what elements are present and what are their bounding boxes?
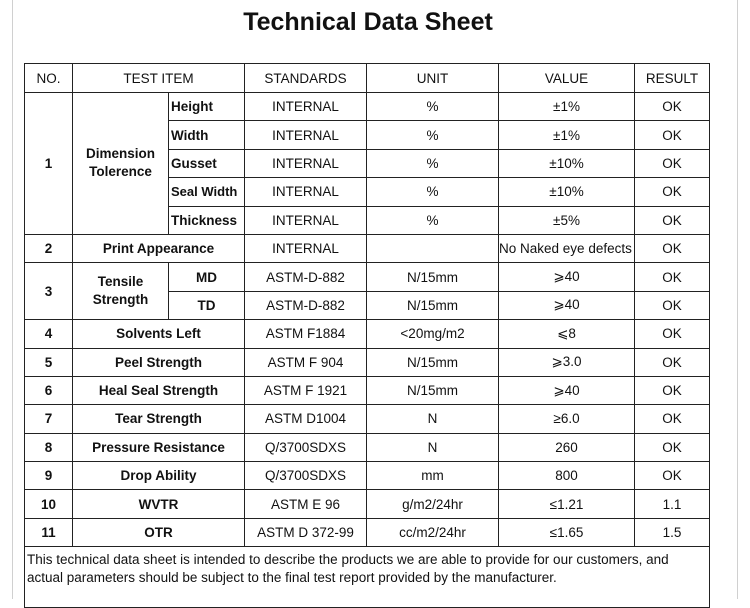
header-result: RESULT <box>635 64 710 93</box>
value-cell: ⩾40 <box>499 291 635 319</box>
row-number: 4 <box>25 320 73 348</box>
unit-cell: % <box>367 149 499 177</box>
row-number: 8 <box>25 433 73 461</box>
row-number: 5 <box>25 348 73 376</box>
result-cell: OK <box>635 149 710 177</box>
standard-cell: ASTM D1004 <box>245 405 367 433</box>
sub-item: Width <box>169 121 245 149</box>
footnote-row <box>25 547 710 608</box>
value-cell: 260 <box>499 433 635 461</box>
sub-item: Height <box>169 93 245 121</box>
value-cell: ±10% <box>499 178 635 206</box>
unit-cell: N/15mm <box>367 291 499 319</box>
standard-cell: ASTM-D-882 <box>245 291 367 319</box>
result-cell: OK <box>635 462 710 490</box>
result-cell: OK <box>635 291 710 319</box>
technical-data-table <box>24 63 710 608</box>
unit-cell: % <box>367 178 499 206</box>
result-cell: OK <box>635 376 710 404</box>
sub-item: Thickness <box>169 206 245 234</box>
standard-cell: INTERNAL <box>245 234 367 262</box>
value-cell: ⩽8 <box>499 320 635 348</box>
unit-cell: % <box>367 206 499 234</box>
result-cell: OK <box>635 93 710 121</box>
unit-cell <box>367 234 499 262</box>
test-item: Solvents Left <box>73 320 245 348</box>
header-test-item: TEST ITEM <box>73 64 245 93</box>
test-item: Print Appearance <box>73 234 245 262</box>
test-item-dimension: Dimension Tolerence <box>73 93 169 235</box>
test-item: Tear Strength <box>73 405 245 433</box>
row-number: 3 <box>25 263 73 320</box>
standard-cell: ASTM-D-882 <box>245 263 367 291</box>
table-row <box>25 518 710 546</box>
test-item-tensile: Tensile Strength <box>73 263 169 320</box>
header-unit: UNIT <box>367 64 499 93</box>
table-row <box>25 93 710 121</box>
table-row <box>25 320 710 348</box>
table-row <box>25 490 710 518</box>
table-row <box>25 348 710 376</box>
sub-item: MD <box>169 263 245 291</box>
standard-cell: INTERNAL <box>245 149 367 177</box>
table-row <box>25 405 710 433</box>
row-number: 11 <box>25 518 73 546</box>
standard-cell: Q/3700SDXS <box>245 433 367 461</box>
unit-cell: g/m2/24hr <box>367 490 499 518</box>
value-cell: ⩾40 <box>499 376 635 404</box>
value-cell: 800 <box>499 462 635 490</box>
footnote: This technical data sheet is intended to describe the products we are able to provide for our customers, and actual parameters should be subject to the final test report provided by the manufacturer. <box>25 547 710 608</box>
unit-cell: % <box>367 121 499 149</box>
test-item: OTR <box>73 518 245 546</box>
row-number: 2 <box>25 234 73 262</box>
value-cell: ±5% <box>499 206 635 234</box>
table-header-row <box>25 64 710 93</box>
test-item: Heal Seal Strength <box>73 376 245 404</box>
value-cell: ≤1.65 <box>499 518 635 546</box>
header-no: NO. <box>25 64 73 93</box>
test-item: WVTR <box>73 490 245 518</box>
standard-cell: Q/3700SDXS <box>245 462 367 490</box>
standard-cell: INTERNAL <box>245 178 367 206</box>
result-cell: 1.5 <box>635 518 710 546</box>
result-cell: 1.1 <box>635 490 710 518</box>
test-item: Pressure Resistance <box>73 433 245 461</box>
value-cell: ±10% <box>499 149 635 177</box>
standard-cell: INTERNAL <box>245 93 367 121</box>
unit-cell: <20mg/m2 <box>367 320 499 348</box>
row-number: 1 <box>25 93 73 235</box>
unit-cell: N/15mm <box>367 263 499 291</box>
test-item: Peel Strength <box>73 348 245 376</box>
sub-item: Seal Width <box>169 178 245 206</box>
table-row <box>25 376 710 404</box>
table-row <box>25 263 710 291</box>
standard-cell: INTERNAL <box>245 121 367 149</box>
table-row <box>25 462 710 490</box>
row-number: 6 <box>25 376 73 404</box>
result-cell: OK <box>635 206 710 234</box>
test-item: Drop Ability <box>73 462 245 490</box>
sub-item: TD <box>169 291 245 319</box>
table-row <box>25 433 710 461</box>
result-cell: OK <box>635 405 710 433</box>
unit-cell: % <box>367 93 499 121</box>
unit-cell: N/15mm <box>367 376 499 404</box>
standard-cell: ASTM F1884 <box>245 320 367 348</box>
standard-cell: ASTM D 372-99 <box>245 518 367 546</box>
result-cell: OK <box>635 121 710 149</box>
header-value: VALUE <box>499 64 635 93</box>
standard-cell: INTERNAL <box>245 206 367 234</box>
standard-cell: ASTM F 1921 <box>245 376 367 404</box>
value-cell: ±1% <box>499 93 635 121</box>
unit-cell: mm <box>367 462 499 490</box>
result-cell: OK <box>635 433 710 461</box>
result-cell: OK <box>635 263 710 291</box>
unit-cell: N <box>367 405 499 433</box>
value-cell: ⩾40 <box>499 263 635 291</box>
header-standards: STANDARDS <box>245 64 367 93</box>
value-cell: ±1% <box>499 121 635 149</box>
result-cell: OK <box>635 178 710 206</box>
standard-cell: ASTM F 904 <box>245 348 367 376</box>
value-cell: ≤1.21 <box>499 490 635 518</box>
result-cell: OK <box>635 348 710 376</box>
result-cell: OK <box>635 320 710 348</box>
page-title: Technical Data Sheet <box>243 8 493 36</box>
unit-cell: N <box>367 433 499 461</box>
value-cell: ≥6.0 <box>499 405 635 433</box>
table-row <box>25 234 710 262</box>
standard-cell: ASTM E 96 <box>245 490 367 518</box>
sub-item: Gusset <box>169 149 245 177</box>
value-cell: ⩾3.0 <box>499 348 635 376</box>
row-number: 9 <box>25 462 73 490</box>
unit-cell: cc/m2/24hr <box>367 518 499 546</box>
result-cell: OK <box>635 234 710 262</box>
unit-cell: N/15mm <box>367 348 499 376</box>
value-cell: No Naked eye defects <box>499 234 635 262</box>
row-number: 7 <box>25 405 73 433</box>
row-number: 10 <box>25 490 73 518</box>
